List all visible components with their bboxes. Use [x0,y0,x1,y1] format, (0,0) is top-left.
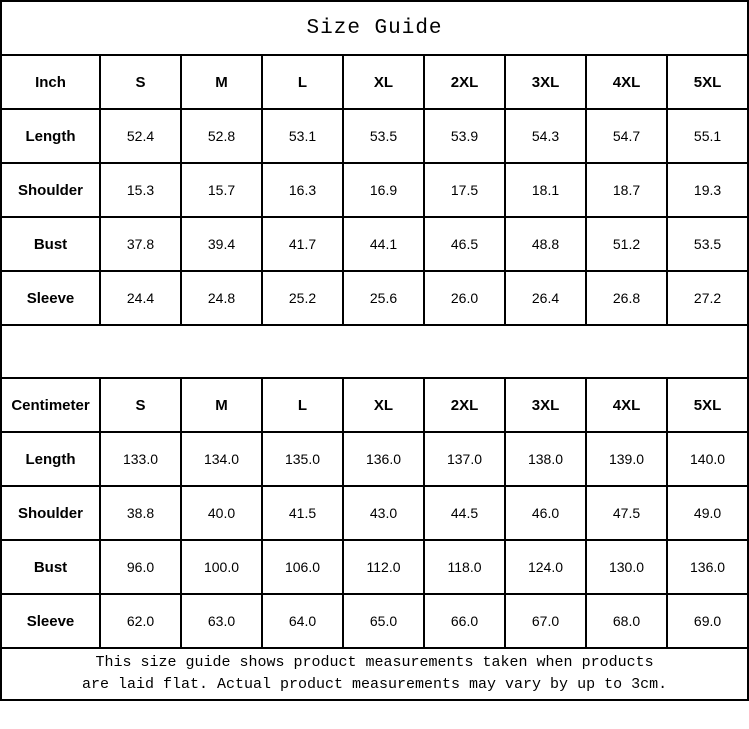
page-title: Size Guide [1,1,748,55]
size-column-header: M [181,55,262,109]
measurement-value-cell: 134.0 [181,432,262,486]
measurement-value-cell: 62.0 [100,594,181,648]
measurement-value-cell: 54.7 [586,109,667,163]
measurement-value-cell: 53.9 [424,109,505,163]
size-column-header: L [262,378,343,432]
measurement-value-cell: 27.2 [667,271,748,325]
measurement-label-cell: Bust [1,540,100,594]
measurement-value-cell: 100.0 [181,540,262,594]
measurement-label-cell: Length [1,109,100,163]
measurement-value-cell: 37.8 [100,217,181,271]
measurement-value-cell: 96.0 [100,540,181,594]
measurement-value-cell: 38.8 [100,486,181,540]
measurement-value-cell: 136.0 [343,432,424,486]
measurement-value-cell: 43.0 [343,486,424,540]
measurement-value-cell: 44.1 [343,217,424,271]
measurement-value-cell: 18.7 [586,163,667,217]
size-column-header: 4XL [586,378,667,432]
measurement-value-cell: 106.0 [262,540,343,594]
measurement-value-cell: 53.1 [262,109,343,163]
measurement-row [1,594,748,648]
centimeter-table-body [1,378,748,648]
size-header-row [1,378,748,432]
size-column-header: 5XL [667,55,748,109]
measurement-value-cell: 52.8 [181,109,262,163]
measurement-row [1,486,748,540]
size-column-header: XL [343,378,424,432]
measurement-label-cell: Shoulder [1,163,100,217]
title-row [1,1,748,55]
measurement-value-cell: 66.0 [424,594,505,648]
measurement-row [1,432,748,486]
measurement-value-cell: 47.5 [586,486,667,540]
measurement-value-cell: 139.0 [586,432,667,486]
measurement-value-cell: 53.5 [343,109,424,163]
measurement-value-cell: 67.0 [505,594,586,648]
footer-note-line1: This size guide shows product measurements taken when products [95,654,654,672]
measurement-label-cell: Length [1,432,100,486]
measurement-value-cell: 69.0 [667,594,748,648]
size-column-header: M [181,378,262,432]
size-column-header: L [262,55,343,109]
measurement-value-cell: 137.0 [424,432,505,486]
measurement-row [1,163,748,217]
size-column-header: S [100,55,181,109]
measurement-value-cell: 24.8 [181,271,262,325]
measurement-value-cell: 46.0 [505,486,586,540]
measurement-label-cell: Sleeve [1,271,100,325]
table-gap-cell [1,325,748,378]
measurement-value-cell: 55.1 [667,109,748,163]
measurement-value-cell: 15.3 [100,163,181,217]
unit-header-cell: Centimeter [1,378,100,432]
measurement-value-cell: 18.1 [505,163,586,217]
measurement-value-cell: 19.3 [667,163,748,217]
measurement-value-cell: 48.8 [505,217,586,271]
measurement-value-cell: 130.0 [586,540,667,594]
measurement-value-cell: 124.0 [505,540,586,594]
measurement-value-cell: 53.5 [667,217,748,271]
measurement-label-cell: Sleeve [1,594,100,648]
footer-row [1,648,748,700]
measurement-value-cell: 64.0 [262,594,343,648]
measurement-value-cell: 26.0 [424,271,505,325]
size-column-header: 4XL [586,55,667,109]
size-column-header: S [100,378,181,432]
measurement-value-cell: 15.7 [181,163,262,217]
measurement-value-cell: 63.0 [181,594,262,648]
measurement-value-cell: 68.0 [586,594,667,648]
unit-header-cell: Inch [1,55,100,109]
measurement-value-cell: 40.0 [181,486,262,540]
measurement-value-cell: 25.2 [262,271,343,325]
measurement-label-cell: Shoulder [1,486,100,540]
size-column-header: 2XL [424,378,505,432]
measurement-value-cell: 25.6 [343,271,424,325]
measurement-value-cell: 65.0 [343,594,424,648]
measurement-value-cell: 44.5 [424,486,505,540]
measurement-value-cell: 118.0 [424,540,505,594]
measurement-value-cell: 17.5 [424,163,505,217]
size-column-header: 3XL [505,55,586,109]
measurement-value-cell: 112.0 [343,540,424,594]
measurement-value-cell: 138.0 [505,432,586,486]
size-header-row [1,55,748,109]
measurement-value-cell: 16.9 [343,163,424,217]
measurement-value-cell: 39.4 [181,217,262,271]
measurement-value-cell: 135.0 [262,432,343,486]
measurement-row [1,540,748,594]
size-column-header: 5XL [667,378,748,432]
measurement-value-cell: 41.5 [262,486,343,540]
footer-note [1,648,748,700]
measurement-value-cell: 46.5 [424,217,505,271]
measurement-row [1,109,748,163]
table-gap-row [1,325,748,378]
footer-note-line2: are laid flat. Actual product measurements may vary by up to 3cm. [81,676,668,693]
measurement-value-cell: 49.0 [667,486,748,540]
size-column-header: 3XL [505,378,586,432]
measurement-value-cell: 140.0 [667,432,748,486]
measurement-value-cell: 26.8 [586,271,667,325]
measurement-row [1,217,748,271]
measurement-value-cell: 136.0 [667,540,748,594]
measurement-value-cell: 51.2 [586,217,667,271]
size-column-header: 2XL [424,55,505,109]
measurement-value-cell: 16.3 [262,163,343,217]
size-column-header: XL [343,55,424,109]
measurement-value-cell: 24.4 [100,271,181,325]
measurement-value-cell: 26.4 [505,271,586,325]
measurement-value-cell: 52.4 [100,109,181,163]
measurement-value-cell: 41.7 [262,217,343,271]
measurement-label-cell: Bust [1,217,100,271]
measurement-row [1,271,748,325]
measurement-value-cell: 54.3 [505,109,586,163]
measurement-value-cell: 133.0 [100,432,181,486]
inch-table-body [1,55,748,325]
